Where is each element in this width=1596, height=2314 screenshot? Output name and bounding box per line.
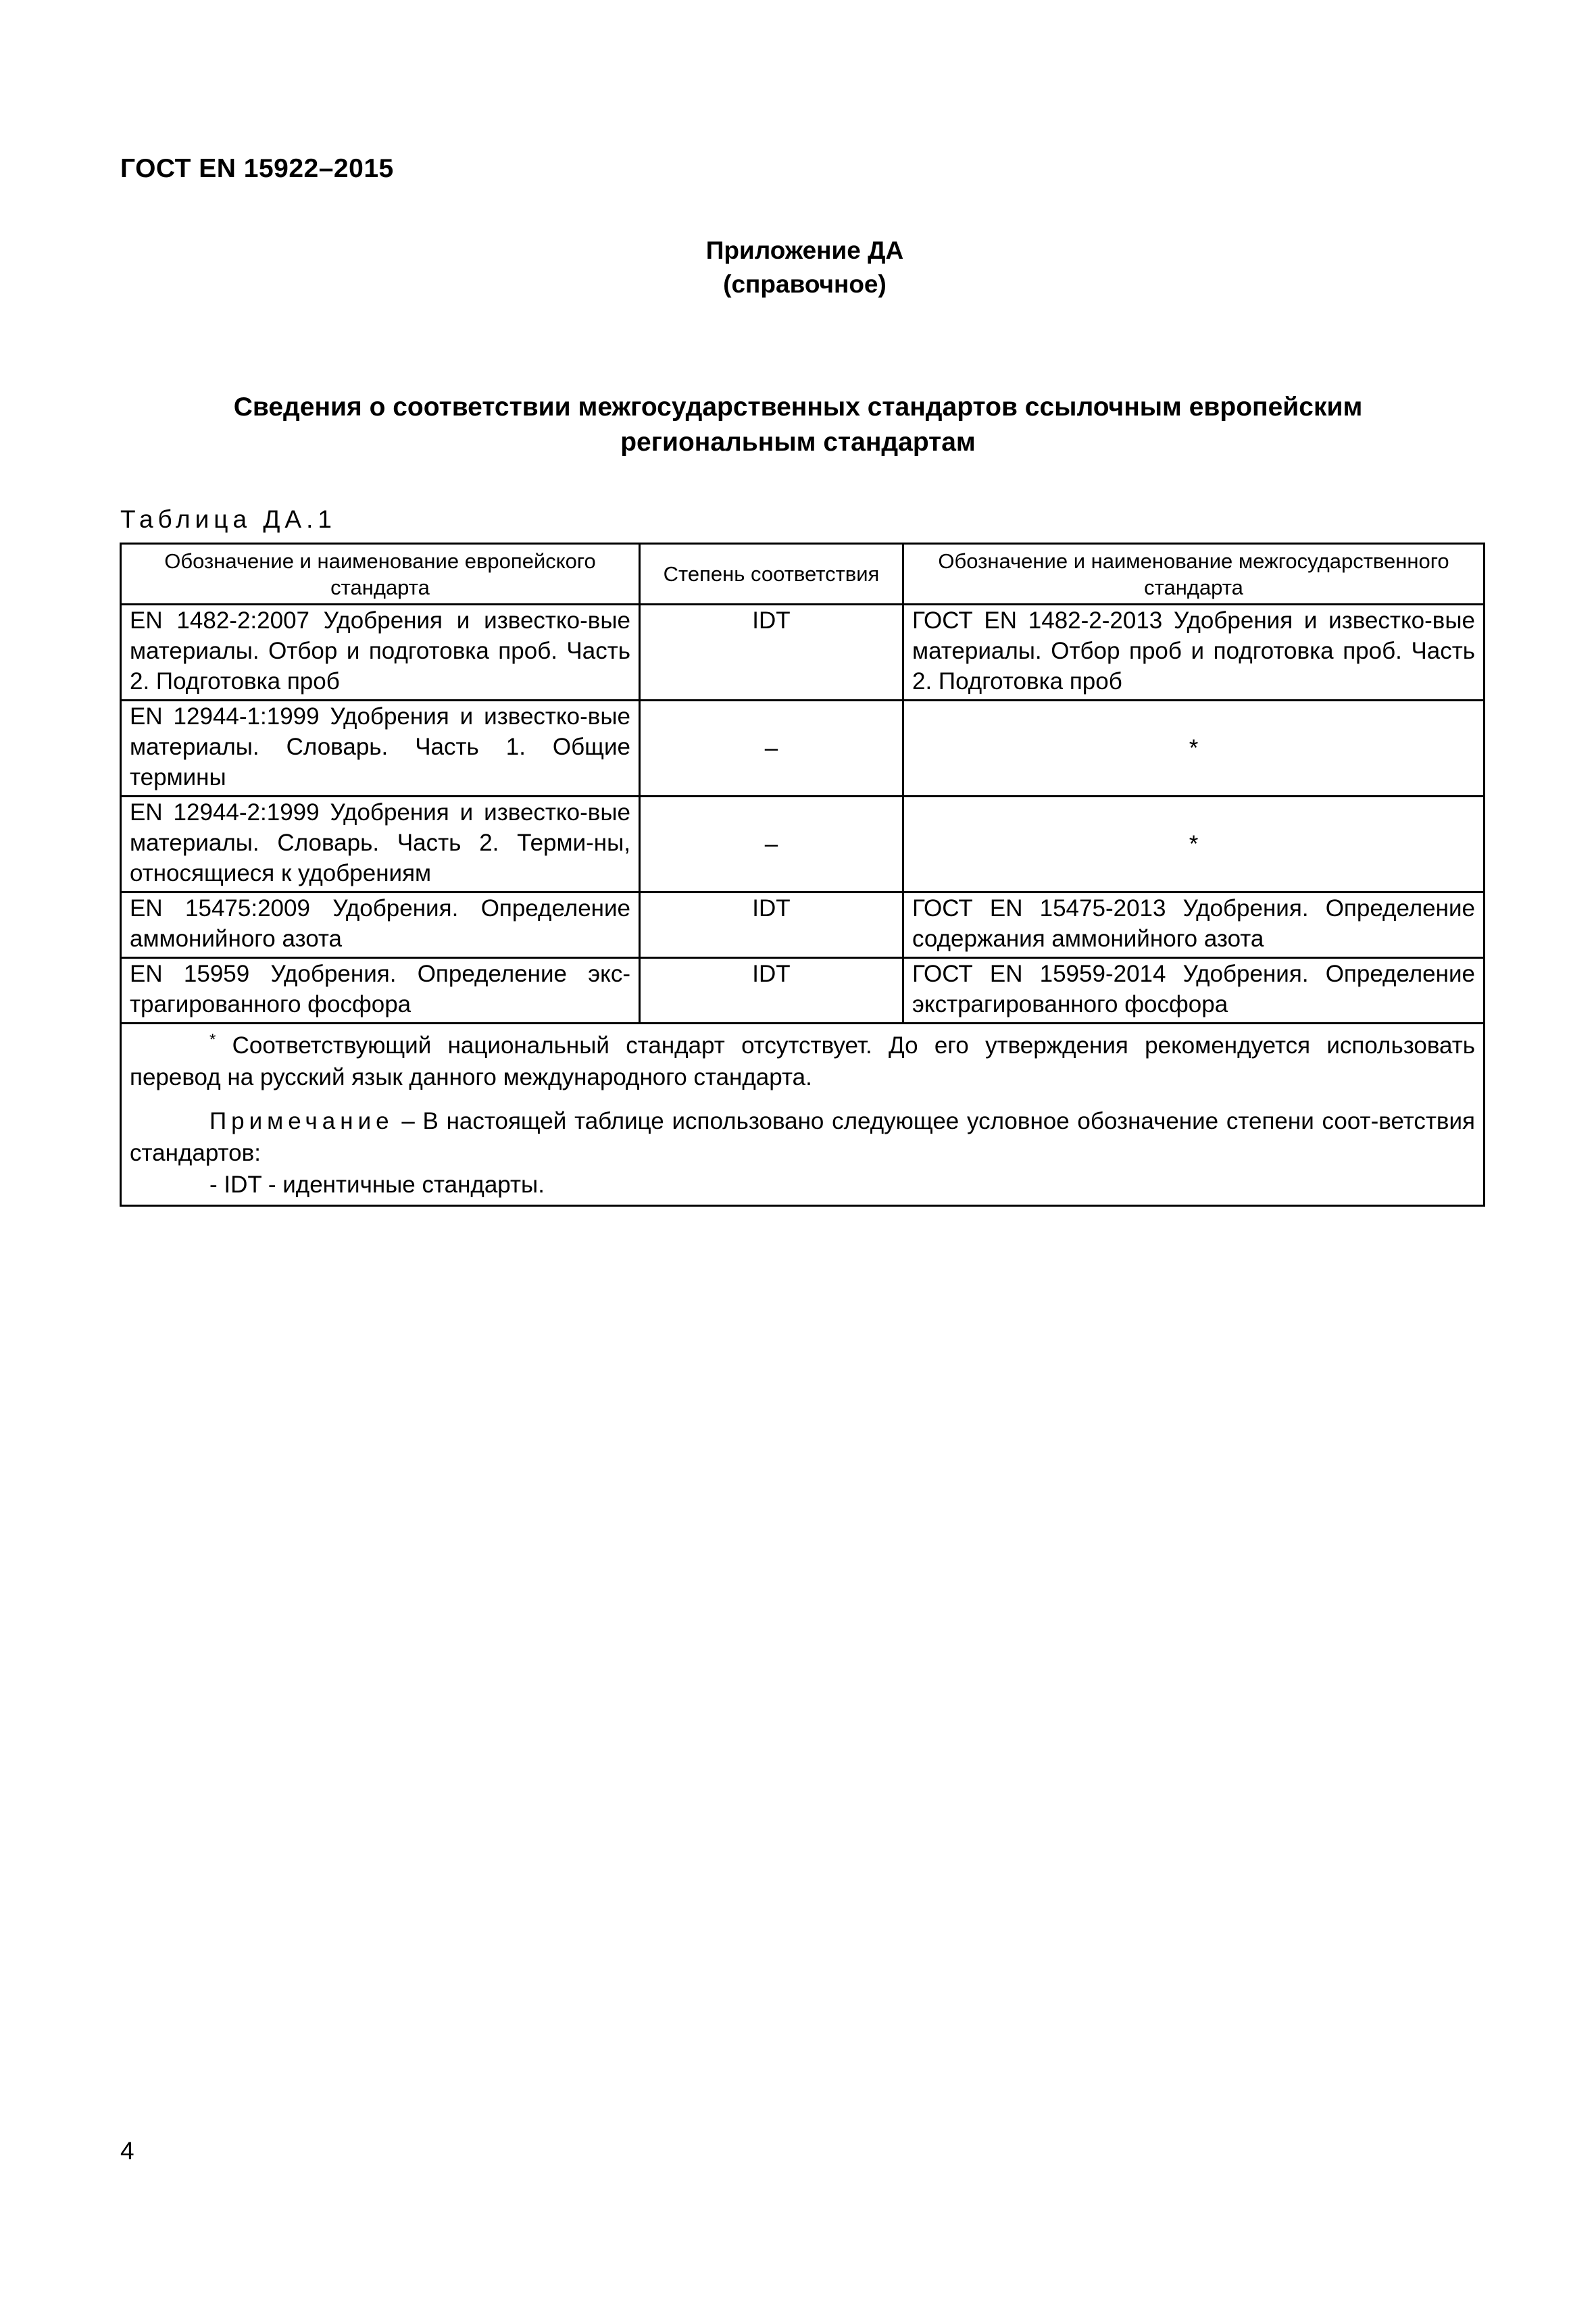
cell-european-standard: EN 12944-1:1999 Удобрения и известко-вые материалы. Словарь. Часть 1. Общие термины [121, 701, 640, 797]
column-header-european: Обозначение и наименование европейского стандарта [121, 544, 640, 605]
table-header-row [121, 544, 1485, 605]
cell-interstate-standard: * [903, 797, 1485, 892]
cell-interstate-standard: ГОСТ EN 1482-2-2013 Удобрения и известко-вые материалы. Отбор проб и подготовка проб. Часть 2. Подготовка проб [903, 605, 1485, 701]
table-row [121, 701, 1485, 797]
annex-type: (справочное) [723, 270, 887, 298]
table-row [121, 958, 1485, 1024]
column-header-degree: Степень соответствия [640, 544, 903, 605]
cell-european-standard: EN 1482-2:2007 Удобрения и известко-вые материалы. Отбор и подготовка проб. Часть 2. Подготовка проб [121, 605, 640, 701]
footnote [130, 1030, 1475, 1093]
main-title [169, 390, 1427, 460]
main-title-line1: Сведения о соответствии межгосударственных стандартов ссылочным европейским [233, 393, 1363, 422]
main-title-line2: региональным стандартам [620, 428, 976, 457]
table-note [130, 1105, 1475, 1169]
cell-degree: – [640, 797, 903, 892]
table-row [121, 892, 1485, 958]
column-header-interstate: Обозначение и наименование межгосударственного стандарта [903, 544, 1485, 605]
table-row [121, 605, 1485, 701]
cell-degree: IDT [640, 958, 903, 1024]
footnote-mark: * [209, 1030, 216, 1049]
cell-degree: IDT [640, 605, 903, 701]
correspondence-table [120, 543, 1485, 1207]
footnote-text: Соответствующий национальный стандарт отсутствует. До его утверждения рекомендуется использовать перевод на русский язык данного международного стандарта. [130, 1032, 1475, 1090]
table-footnotes [121, 1024, 1485, 1206]
annex-title: Приложение ДА [705, 236, 904, 264]
cell-european-standard: EN 15959 Удобрения. Определение экс-трагированного фосфора [121, 958, 640, 1024]
table-row [121, 797, 1485, 892]
page-number: 4 [120, 2137, 134, 2165]
note-label: Примечание [209, 1108, 394, 1134]
cell-interstate-standard: * [903, 701, 1485, 797]
annex-heading [0, 234, 1596, 301]
note-item: - IDT - идентичные стандарты. [209, 1172, 545, 1198]
cell-degree: – [640, 701, 903, 797]
cell-european-standard: EN 12944-2:1999 Удобрения и известко-вые материалы. Словарь. Часть 2. Терми-ны, относящиеся к удобрениям [121, 797, 640, 892]
document-code: ГОСТ EN 15922–2015 [120, 154, 394, 183]
cell-european-standard: EN 15475:2009 Удобрения. Определение аммонийного азота [121, 892, 640, 958]
correspondence-table-wrapper [120, 543, 1483, 1198]
cell-degree: IDT [640, 892, 903, 958]
note-text: – В настоящей таблице использовано следующее условное обозначение степени соот-ветствия стандартов: [130, 1108, 1475, 1166]
cell-interstate-standard: ГОСТ EN 15959-2014 Удобрения. Определение экстрагированного фосфора [903, 958, 1485, 1024]
cell-interstate-standard: ГОСТ EN 15475-2013 Удобрения. Определение содержания аммонийного азота [903, 892, 1485, 958]
table-footer-row [121, 1024, 1485, 1206]
table-caption: Таблица ДА.1 [120, 505, 336, 533]
